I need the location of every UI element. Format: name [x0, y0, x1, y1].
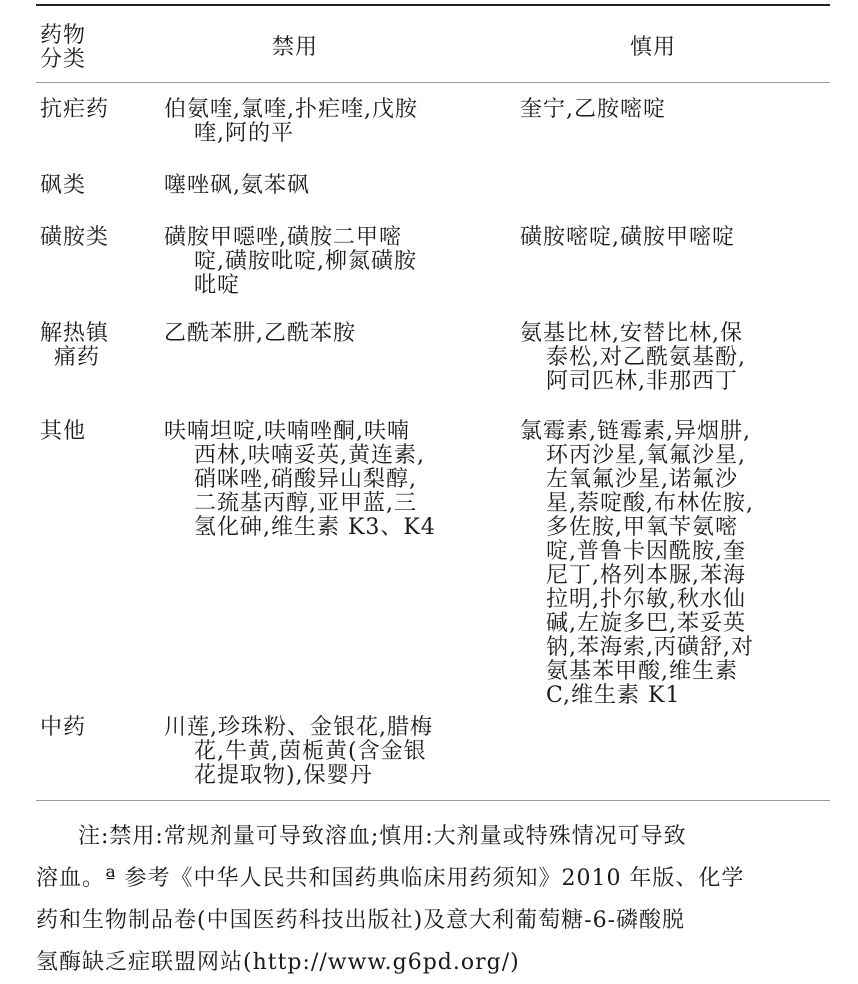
- row-antimalarial-caution: [520, 98, 820, 122]
- caution-line: 尼丁,格列本脲,苯海: [546, 563, 746, 588]
- forbidden-line: 乙酰苯肼,乙酰苯胺: [164, 321, 356, 346]
- row-sulfonamide-forbidden: [164, 226, 494, 298]
- forbidden-line: 硝咪唑,硝酸异山梨醇,: [194, 467, 417, 492]
- header-divider: [36, 82, 830, 83]
- category-line: 中药: [40, 715, 87, 740]
- category-line: 其他: [40, 419, 87, 444]
- row-analgesic-forbidden: [164, 322, 494, 346]
- caution-line: 氨基苯甲酸,维生素: [546, 659, 738, 684]
- row-tcm-forbidden: [164, 716, 494, 788]
- forbidden-line: 喹,阿的平: [194, 121, 294, 146]
- caution-line: 左氧氟沙星,诺氟沙: [546, 467, 738, 492]
- caution-line: 钠,苯海索,丙磺舒,对: [546, 635, 754, 660]
- caution-line: 磺胺嘧啶,磺胺甲嘧啶: [520, 225, 735, 250]
- table-bottom-rule: [36, 800, 830, 801]
- forbidden-line: 吡啶: [194, 273, 241, 298]
- header-forbidden: 禁用: [272, 35, 319, 60]
- row-antimalarial-category: [40, 98, 150, 122]
- row-sulfonamide-category: [40, 226, 150, 250]
- caution-line: 奎宁,乙胺嘧啶: [520, 97, 666, 122]
- forbidden-line: 西林,呋喃妥英,黄连素,: [194, 443, 425, 468]
- category-line: 磺胺类: [40, 225, 110, 250]
- row-other-category: [40, 420, 150, 444]
- footnote-line: 氢酶缺乏症联盟网站(http://www.g6pd.org/): [36, 950, 520, 975]
- caution-line: 环丙沙星,氧氟沙星,: [546, 443, 746, 468]
- category-line: 砜类: [40, 173, 87, 198]
- category-line: 解热镇: [40, 321, 110, 346]
- forbidden-line: 二巯基丙醇,亚甲蓝,三: [194, 491, 417, 516]
- header-category: [40, 24, 86, 72]
- header-category-line: 分类: [40, 47, 87, 72]
- forbidden-line: 氢化砷,维生素 K3、K4: [194, 515, 436, 540]
- row-antimalarial-forbidden: [164, 98, 494, 146]
- table-top-rule: [36, 4, 830, 6]
- forbidden-line: 噻唑砜,氨苯砜: [164, 173, 310, 198]
- row-sulfone-forbidden: [164, 174, 494, 198]
- footnote-line: 溶血。ª 参考《中华人民共和国药典临床用药须知》2010 年版、化学: [36, 866, 745, 891]
- row-sulfone-category: [40, 174, 150, 198]
- row-analgesic-category: [40, 322, 150, 370]
- row-other-caution: [520, 420, 820, 708]
- table-footnote: [36, 816, 830, 984]
- category-line: 抗疟药: [40, 97, 110, 122]
- row-tcm-category: [40, 716, 150, 740]
- forbidden-line: 花提取物),保婴丹: [194, 763, 373, 788]
- forbidden-line: 花,牛黄,茵栀黄(含金银: [194, 739, 427, 764]
- caution-line: 氯霉素,链霉素,异烟肼,: [520, 419, 751, 444]
- forbidden-line: 呋喃坦啶,呋喃唑酮,呋喃: [164, 419, 410, 444]
- caution-line: 碱,左旋多巴,苯妥英: [546, 611, 746, 636]
- caution-line: C,维生素 K1: [546, 683, 681, 708]
- footnote-line: 注:禁用:常规剂量可导致溶血;慎用:大剂量或特殊情况可导致: [78, 824, 687, 849]
- caution-line: 泰松,对乙酰氨基酚,: [546, 345, 746, 370]
- forbidden-line: 磺胺甲噁唑,磺胺二甲嘧: [164, 225, 402, 250]
- caution-line: 啶,普鲁卡因酰胺,奎: [546, 539, 746, 564]
- header-caution: 慎用: [630, 35, 677, 60]
- caution-line: 多佐胺,甲氧苄氨嘧: [546, 515, 738, 540]
- category-line: 痛药: [54, 345, 101, 370]
- caution-line: 星,萘啶酸,布林佐胺,: [546, 491, 754, 516]
- row-other-forbidden: [164, 420, 494, 540]
- forbidden-line: 伯氨喹,氯喹,扑疟喹,戊胺: [164, 97, 418, 122]
- caution-line: 阿司匹林,非那西丁: [546, 369, 738, 394]
- row-analgesic-caution: [520, 322, 820, 394]
- footnote-line: 药和生物制品卷(中国医药科技出版社)及意大利葡萄糖-6-磷酸脱: [36, 908, 686, 933]
- caution-line: 氨基比林,安替比林,保: [520, 321, 743, 346]
- forbidden-line: 啶,磺胺吡啶,柳氮磺胺: [194, 249, 417, 274]
- header-category-line: 药物: [40, 23, 87, 48]
- row-sulfonamide-caution: [520, 226, 820, 250]
- forbidden-line: 川莲,珍珠粉、金银花,腊梅: [164, 715, 433, 740]
- caution-line: 拉明,扑尔敏,秋水仙: [546, 587, 746, 612]
